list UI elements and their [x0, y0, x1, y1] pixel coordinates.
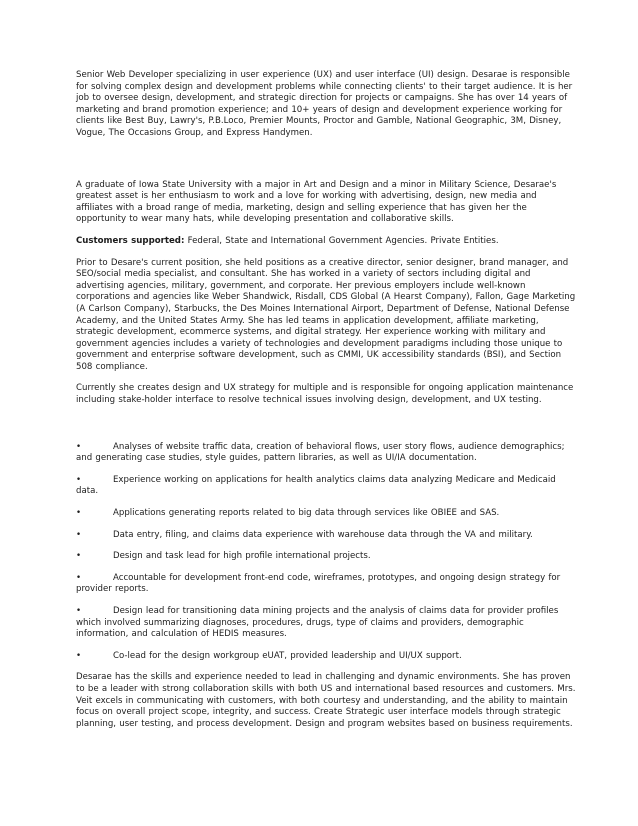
spacer	[76, 520, 576, 530]
current-paragraph: Currently she creates design and UX strategy for multiple and is responsible for ongoing application maintenance including stake-holder interface to resolve technical issues involving design, development, and UX testing.	[76, 383, 574, 406]
spacer	[76, 140, 576, 180]
spacer	[76, 596, 576, 606]
spacer	[76, 662, 576, 672]
spacer	[76, 563, 576, 573]
spacer	[76, 498, 576, 508]
bullet-item	[76, 651, 576, 663]
bullet-icon: •	[76, 606, 82, 616]
bullet-text: Design lead for transitioning data mining projects and the analysis of claims data for provider profiles which involved summarizing diagnoses, procedures, drugs, type of claims and providers, demographic information, and calculation of HEDIS measures.	[76, 606, 559, 640]
bullet-text: Co-lead for the design workgroup eUAT, provided leadership and UI/UX support.	[113, 650, 462, 661]
bullet-item	[76, 573, 576, 596]
bullet-item	[76, 530, 576, 542]
spacer	[76, 641, 576, 651]
customers-paragraph	[76, 236, 576, 248]
prior-paragraph: Prior to Desare's current position, she held positions as a creative director, senior designer, brand manager, and SEO/social media specialist, and consultant. She has worked in a variety of sectors including digital and advertising agencies, military, government, and corporate. Her previous employers include well-known corporations and agencies like Weber Shandwick, Risdall, CDS Global (A Hearst Company), Fallon, Gage Marketing (A Carlson Company), Starbucks, the Des Moines International Airport, Department of Defense, National Defense Academy, and the United States Army. She has led teams in application development, affiliate marketing, strategic development, ecommerce systems, and digital strategy. Her experience working with military and government agencies includes a variety of technologies and development paradigms including those unique to government and enterprise software development, such as CMMI, UK accessibility standards (BSI), and Section 508 compliance.	[76, 257, 576, 372]
spacer	[76, 541, 576, 551]
spacer	[76, 465, 576, 475]
customers-text: Federal, State and International Government Agencies. Private Entities.	[184, 235, 499, 246]
bullet-icon: •	[76, 572, 82, 583]
spacer	[76, 226, 576, 236]
bullet-icon: •	[76, 551, 82, 562]
bullet-text: Data entry, filing, and claims data experience with warehouse data through the VA and military.	[113, 529, 533, 540]
customers-label: Customers supported:	[76, 235, 185, 246]
intro-paragraph: Senior Web Developer specializing in user experience (UX) and user interface (UI) design. Desarae is responsible for solving complex design and development problems while connecting clients' to their target audience. It is her job to oversee design, development, and strategic direction for projects or campaigns. She has over 14 years of marketing and brand promotion experience; and 10+ years of design and development experience working for clients like Best Buy, Lawry's, P.B.Loco, Premier Mounts, Proctor and Gamble, National Geographic, 3M, Disney, Vogue, The Occasions Group, and Express Handymen.	[76, 70, 573, 138]
spacer	[76, 373, 576, 383]
bullet-item	[76, 508, 576, 520]
bullet-item	[76, 551, 576, 563]
bullet-icon: •	[76, 508, 82, 519]
education-paragraph: A graduate of Iowa State University with a major in Art and Design and a minor in Military Science, Desarae's greatest asset is her enthusiasm to work and a love for working with advertising, design, new media and affiliates with a broad range of media, marketing, design and selling experience that has given her the opportunity to wear many hats, while developing presentation and collaborative skills.	[76, 179, 557, 225]
bullet-icon: •	[76, 650, 82, 661]
bullet-item	[76, 606, 576, 641]
bullet-text: Accountable for development front-end code, wireframes, prototypes, and ongoing design strategy for provider reports.	[76, 572, 561, 595]
bullet-item	[76, 442, 576, 465]
bullet-icon: •	[76, 474, 82, 485]
spacer	[76, 248, 576, 258]
spacer	[76, 407, 576, 442]
bullet-icon: •	[76, 529, 82, 540]
bullet-text: Experience working on applications for health analytics claims data analyzing Medicare and Medicaid data.	[76, 474, 556, 497]
bullet-text: Design and task lead for high profile international projects.	[113, 551, 371, 562]
closing-paragraph: Desarae has the skills and experience needed to lead in challenging and dynamic environments. She has proven to be a leader with strong collaboration skills with both US and international based resources and customers. Mrs. Veit excels in communicating with customers, with both courtesy and understanding, and the ability to maintain focus on overall project scope, integrity, and success. Create Strategic user interface models through strategic planning, user testing, and process development. Design and program websites based on business requirements.	[76, 672, 576, 729]
bullet-item	[76, 475, 576, 498]
bullet-icon: •	[76, 441, 82, 452]
bullet-text: Applications generating reports related to big data through services like OBIEE and SAS.	[113, 508, 500, 519]
bullet-text: Analyses of website traffic data, creation of behavioral flows, user story flows, audience demographics; and generating case studies, style guides, pattern libraries, as well as UI/IA documentation.	[76, 441, 565, 464]
